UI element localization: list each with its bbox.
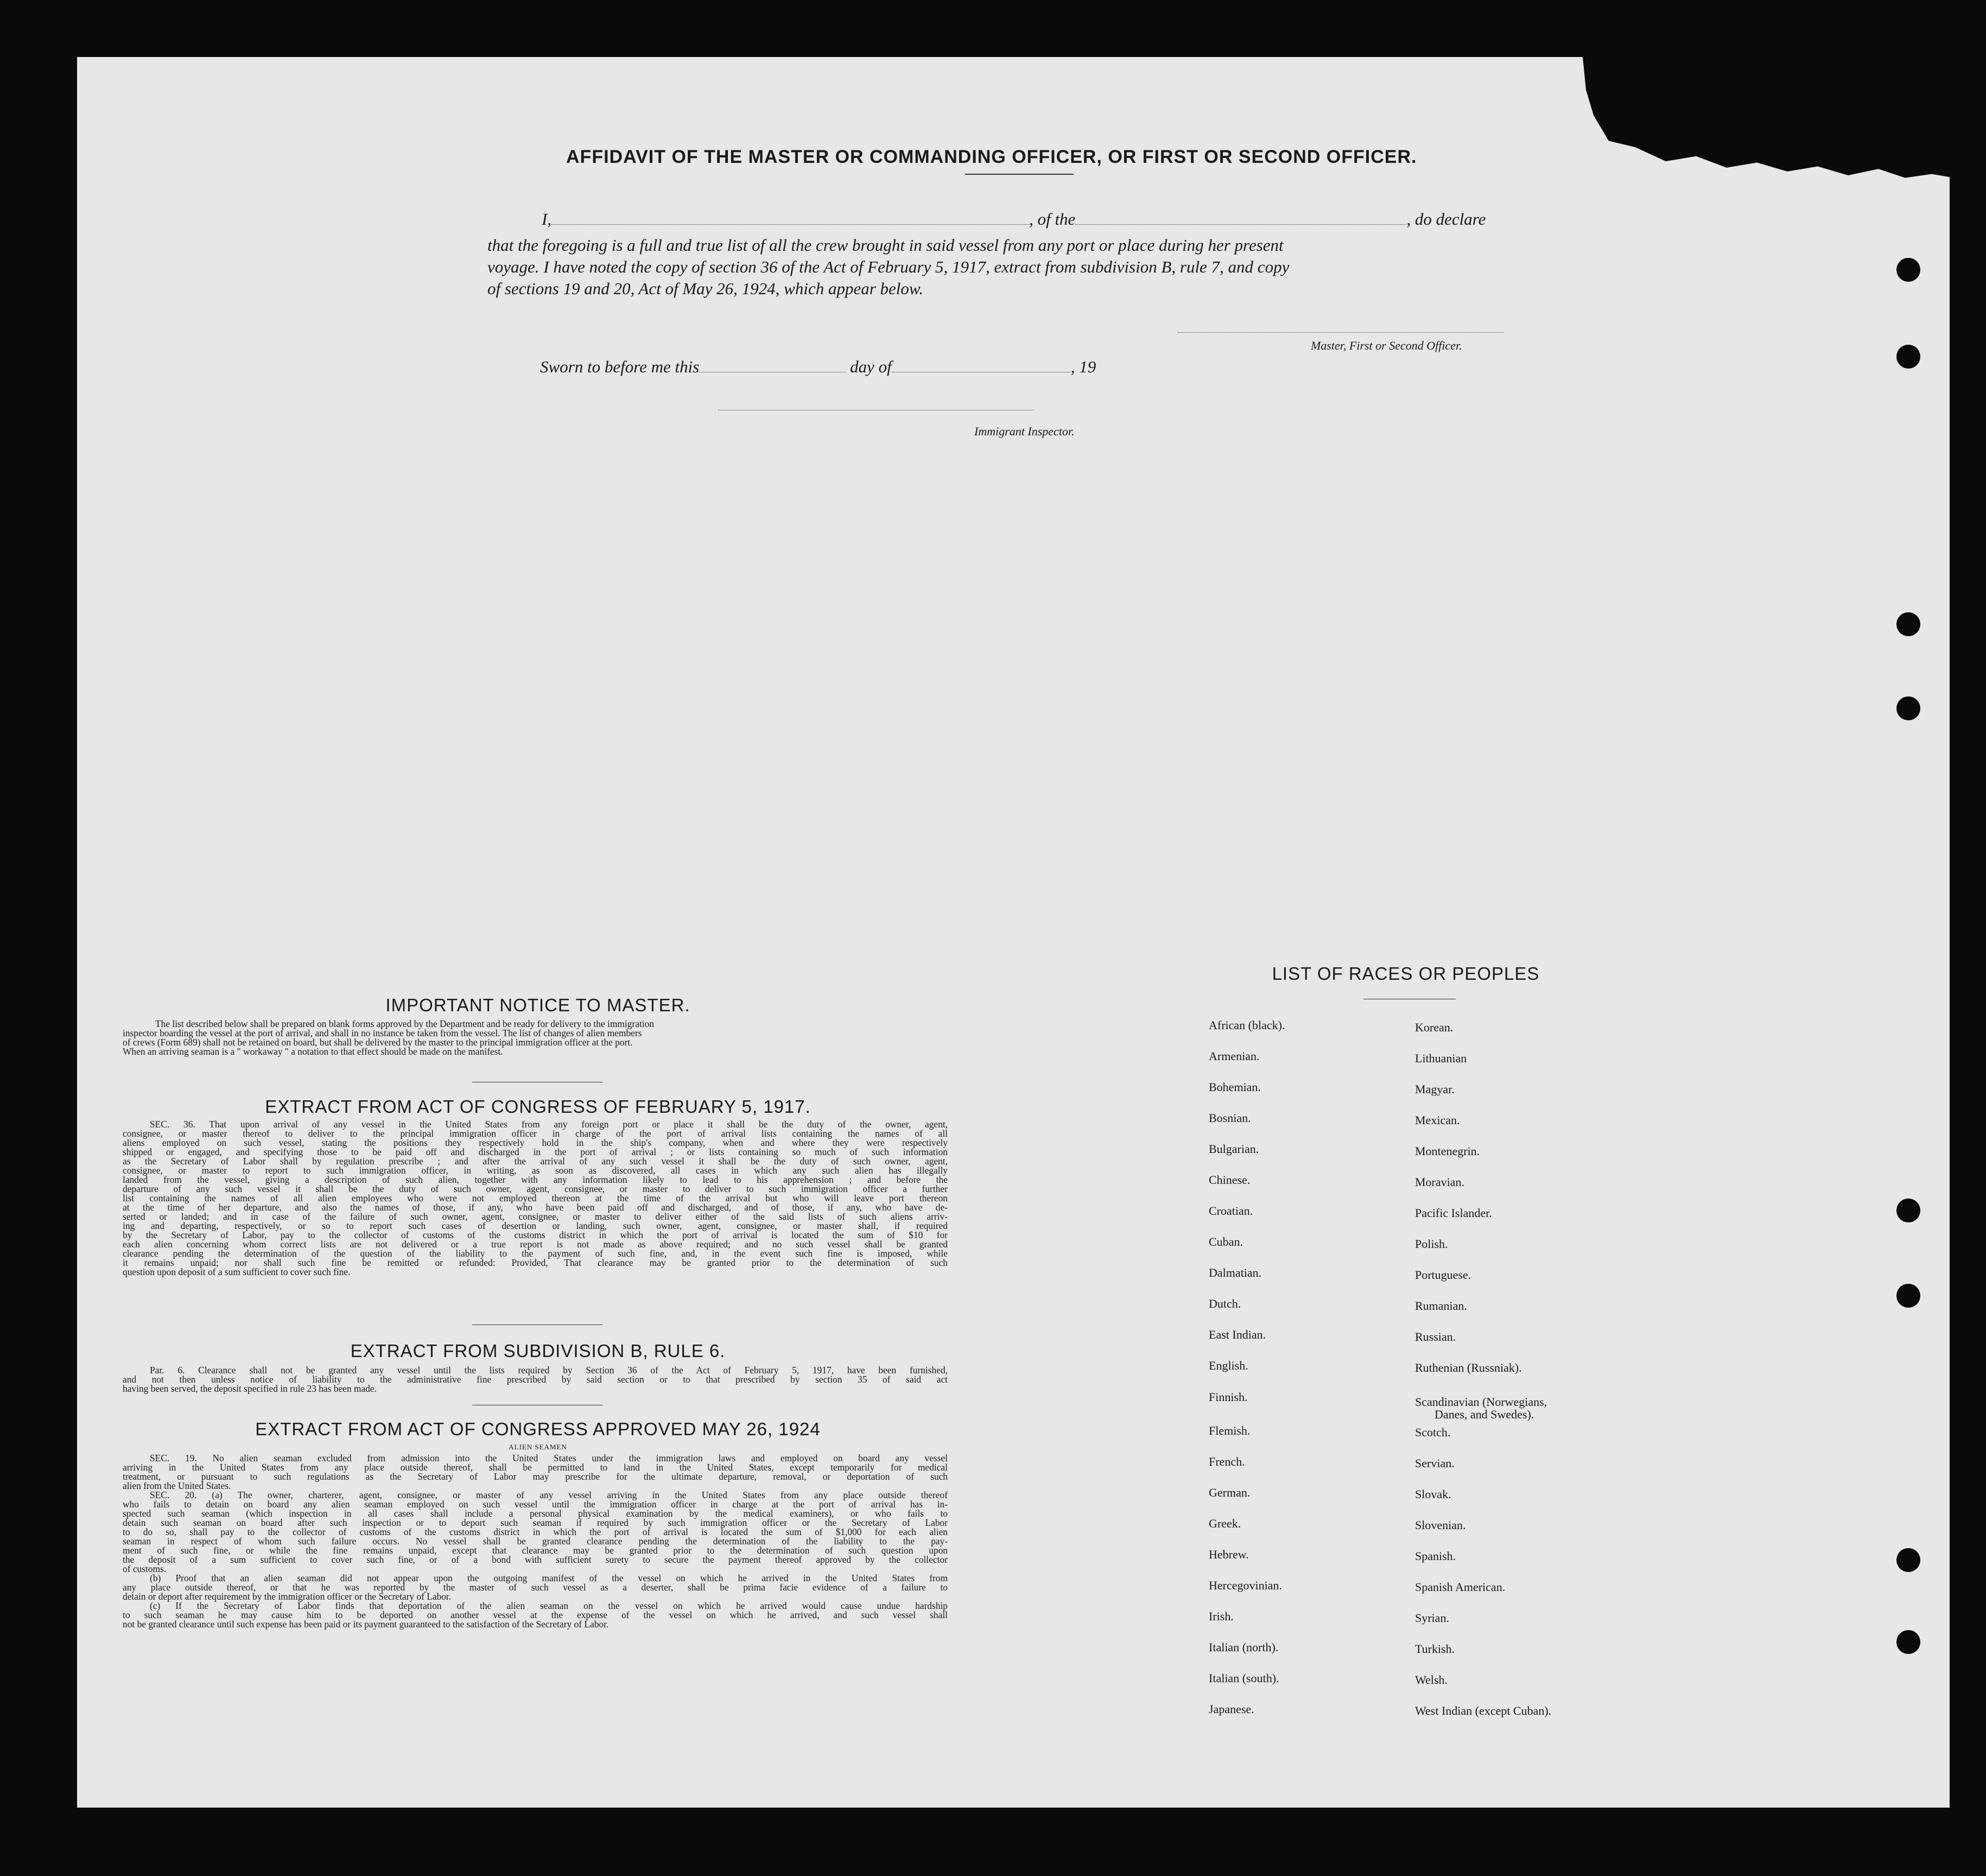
sworn-line <box>540 356 1096 377</box>
do-declare-label: , do declare <box>1406 210 1486 229</box>
race-item: Armenian. <box>1209 1049 1260 1063</box>
race-item: Italian (north). <box>1209 1640 1279 1654</box>
punch-hole <box>1896 612 1920 636</box>
punch-hole <box>1896 696 1920 720</box>
race-item: Japanese. <box>1209 1702 1254 1716</box>
race-item: Scandinavian (Norwegians, <box>1415 1395 1547 1409</box>
divider <box>472 1324 602 1325</box>
text-line: it remains unpaid; nor shall such fine be remitted or refunded: Provided, That clearance may be granted prior to the determination of such <box>123 1257 948 1268</box>
race-item: Polish. <box>1415 1237 1448 1251</box>
declaration-line: voyage. I have noted the copy of section 36 of the Act of February 5, 1917, extract from subdivision B, rule 7, and copy <box>487 257 1290 276</box>
text-line: not be granted clearance until such expense has been paid or its payment guaranteed to the satisfaction of the Secretary of Labor. <box>123 1619 609 1630</box>
text-line: (b) Proof that an alien seaman did not appear upon the outgoing manifest of the vessel on which he arrived in the United States from <box>150 1573 948 1583</box>
punch-hole <box>1896 1199 1920 1222</box>
race-item: Bohemian. <box>1209 1080 1261 1094</box>
race-item: Korean. <box>1415 1021 1454 1034</box>
notice-body <box>123 1019 948 1056</box>
race-item: German. <box>1209 1486 1251 1499</box>
text-line: as the Secretary of Labor shall by regulation prescribe ; and after the arrival of any such vessel it shall be the duty of such owner, agent, <box>123 1156 948 1167</box>
race-item: Bosnian. <box>1209 1111 1251 1125</box>
race-item: Dutch. <box>1209 1297 1241 1310</box>
day-of-label: day of <box>850 357 892 376</box>
text-line: consignee, or master thereof to deliver to the principal immigration officer in charge of the port of arrival lists containing the names of all <box>123 1128 948 1139</box>
race-item: Scotch. <box>1415 1425 1451 1439</box>
race-item: Montenegrin. <box>1415 1144 1480 1158</box>
text-line: the deposit of a sum sufficient to cover such fine, or of a bond with sufficient surety to secure the payment thereof approved by the collector <box>123 1554 948 1565</box>
race-item: Greek. <box>1209 1517 1241 1530</box>
race-item: East Indian. <box>1209 1328 1266 1341</box>
race-item: French. <box>1209 1455 1245 1468</box>
race-item: Flemish. <box>1209 1424 1251 1437</box>
text-line: to do so, shall pay to the collector of customs of the customs district in which the port of arrival is located the sum of $1,000 for each alien <box>123 1526 948 1537</box>
text-line: detain such seaman on board after such inspection or to deport such seaman if required by such immigration officer or the Secretary of Labor <box>123 1517 948 1528</box>
declaration-blanks-line <box>542 208 1546 230</box>
text-line: spected such seaman (which inspection in all cases shall include a personal physical examination by the medical examiners), or who fails to <box>123 1508 948 1519</box>
notice-line: When an arriving seaman is a " workaway " a notation to that effect should be made on the manifest. <box>123 1046 503 1057</box>
master-signature-label: Master, First or Second Officer. <box>1311 339 1462 352</box>
notice-line: The list described below shall be prepared on blank forms approved by the Department and be ready for delivery to the immigration <box>155 1018 654 1029</box>
text-line: and not then unless notice of liability to the administrative fine prescribed by said section or to that prescribed by section 35 of said act <box>123 1374 948 1385</box>
text-line: SEC. 20. (a) The owner, charterer, agent, consignee, or master of any vessel arriving in the United States from any place outside thereof <box>150 1490 948 1500</box>
race-item: Chinese. <box>1209 1173 1251 1187</box>
divider <box>965 174 1074 175</box>
text-line: serted or landed; and in case of the failure of such owner, agent, consignee, or master to deliver either of the said lists of such aliens arriv- <box>123 1211 948 1222</box>
alien-seamen-subtitle: ALIEN SEAMEN <box>509 1443 567 1451</box>
extract-1917-title: EXTRACT FROM ACT OF CONGRESS OF FEBRUARY 5, 1917. <box>265 1097 811 1117</box>
race-item: Turkish. <box>1415 1642 1455 1656</box>
race-item: Moravian. <box>1415 1175 1465 1189</box>
master-name-field[interactable] <box>551 224 1029 225</box>
race-item: Mexican. <box>1415 1113 1460 1127</box>
text-line: aliens employed on such vessel, stating the positions they respectively hold in the ship's company, when and where they were respectively <box>123 1137 948 1148</box>
text-line: arriving in the United States from any place outside thereof, shall be permitted to land in the United States, except temporarily for medical <box>123 1462 948 1473</box>
race-item: Italian (south). <box>1209 1671 1279 1685</box>
extract-1917-body <box>123 1120 948 1277</box>
extract-rule6-body <box>123 1366 948 1393</box>
text-line: landed from the vessel, giving a description of such alien, together with any information likely to lead to his apprehension ; and before the <box>123 1174 948 1185</box>
i-label: I, <box>542 210 552 229</box>
race-item: Welsh. <box>1415 1673 1448 1687</box>
text-line: by the Secretary of Labor, pay to the collector of customs of the customs district in which the port of arrival is located the sum of $10 for <box>123 1229 948 1240</box>
text-line: clearance pending the determination of the question of the liability to the payment of such fine, and, in the event such fine is imposed, while <box>123 1248 948 1259</box>
race-item: Rumanian. <box>1415 1299 1467 1313</box>
text-line: to such seaman he may cause him to be deported on another vessel at the expense of the vessel on which he arrived, and such vessel shall <box>123 1609 948 1620</box>
text-line: departure of any such vessel it shall be the duty of such owner, agent, consignee, or master to deliver to such immigration officer a further <box>123 1183 948 1194</box>
race-item: Lithuanian <box>1415 1051 1467 1065</box>
races-title: LIST OF RACES OR PEOPLES <box>1272 964 1540 984</box>
extract-rule6-title: EXTRACT FROM SUBDIVISION B, RULE 6. <box>350 1341 726 1361</box>
punch-hole <box>1896 1284 1920 1308</box>
sworn-label: Sworn to before me this <box>540 357 700 376</box>
race-item: West Indian (except Cuban). <box>1415 1704 1552 1717</box>
notice-line: inspector boarding the vessel at the port of arrival, and shall in no instance be taken from the vessel. The list of changes of alien members <box>123 1028 642 1038</box>
text-line: shipped or engaged, and specifying those to be paid off and discharged in the port of arrival ; or lists containing so much of such information <box>123 1146 948 1157</box>
extract-1924-title: EXTRACT FROM ACT OF CONGRESS APPROVED MAY 26, 1924 <box>255 1419 821 1439</box>
text-line: any place outside thereof, or that he was reported by the master of such vessel as a deserter, shall be prima facie evidence of a failure to <box>123 1582 948 1593</box>
notice-title: IMPORTANT NOTICE TO MASTER. <box>385 995 690 1015</box>
inspector-signature-label: Immigrant Inspector. <box>974 424 1075 438</box>
sworn-day-field[interactable] <box>699 371 846 372</box>
race-item: Servian. <box>1415 1456 1455 1470</box>
text-line: list containing the names of all alien employees who were not employed thereon at the time of the arrival but who will leave port thereon <box>123 1193 948 1203</box>
race-item: Croatian. <box>1209 1204 1253 1218</box>
of-the-label: , of the <box>1029 210 1076 229</box>
extract-1924-body <box>123 1454 948 1629</box>
race-item: Pacific Islander. <box>1415 1206 1492 1220</box>
race-item: Slovenian. <box>1415 1518 1466 1532</box>
text-line: detain or deport after requirement by the immigration officer or the Secretary of Labor. <box>123 1591 452 1602</box>
declaration-line: of sections 19 and 20, Act of May 26, 1924, which appear below. <box>487 279 924 298</box>
text-line: consignee, or master to report to such immigration officer, in writing, as soon as discovered, all cases in which any such alien has illegally <box>123 1165 948 1176</box>
race-item: Dalmatian. <box>1209 1266 1262 1279</box>
notice-line: of crews (Form 689) shall not be retained on board, but shall be delivered by the master to the principal immigration officer at the port. <box>123 1037 633 1048</box>
vessel-name-field[interactable] <box>1075 224 1406 225</box>
text-line: having been served, the deposit specified in rule 23 has been made. <box>123 1383 377 1394</box>
text-line: (c) If the Secretary of Labor finds that deportation of the alien seaman on the vessel on which he arrived would cause undue hardship <box>150 1600 948 1611</box>
race-item: Russian. <box>1415 1330 1456 1343</box>
punch-hole <box>1896 1548 1920 1572</box>
race-item: Spanish. <box>1415 1549 1456 1563</box>
race-item: Hebrew. <box>1209 1548 1249 1561</box>
master-signature-line[interactable] <box>1178 332 1503 333</box>
text-line: ment of such fine, or while the fine remains unpaid, except that clearance may be granted prior to the determination of such question upon <box>123 1545 948 1556</box>
punch-hole <box>1896 258 1920 282</box>
text-line: Par. 6. Clearance shall not be granted any vessel until the lists required by Section 36 of the Act of February 5, 1917, have been furnished, <box>150 1365 948 1376</box>
race-item: Syrian. <box>1415 1611 1449 1625</box>
race-item: Magyar. <box>1415 1082 1455 1096</box>
text-line: SEC. 19. No alien seaman excluded from admission into the United States under the immigration laws and employed on board any vessel <box>150 1453 948 1463</box>
text-line: seaman in respect of whom such failure occurs. No vessel shall be granted clearance pending the determination of the liability to the pay- <box>123 1536 948 1547</box>
text-line: SEC. 36. That upon arrival of any vessel in the United States from any foreign port or place it shall be the duty of the owner, agent, <box>150 1119 948 1130</box>
text-line: question upon deposit of a sum sufficient to cover such fine. <box>123 1266 351 1277</box>
text-line: at the time of her departure, and also the names of those, if any, who have been paid off and discharged, and of those, if any, who have de- <box>123 1202 948 1213</box>
punch-hole <box>1896 1630 1920 1654</box>
race-item: Slovak. <box>1415 1487 1451 1501</box>
text-line: treatment, or pursuant to such regulations as the Secretary of Labor may prescribe for the ultimate departure, removal, or deportation of such <box>123 1471 948 1482</box>
text-line: of customs. <box>123 1563 167 1574</box>
race-item: English. <box>1209 1359 1248 1372</box>
race-item: Spanish American. <box>1415 1580 1506 1594</box>
year-label: , 19 <box>1070 357 1096 376</box>
race-item: Ruthenian (Russniak). <box>1415 1361 1522 1374</box>
race-item: Irish. <box>1209 1609 1234 1623</box>
text-line: who fails to detain on board any alien seaman employed on such vessel until the immigration officer in charge at the port of arrival has in- <box>123 1499 948 1510</box>
text-line: alien from the United States. <box>123 1480 231 1491</box>
race-item: Portuguese. <box>1415 1268 1471 1282</box>
sworn-month-field[interactable] <box>892 371 1071 372</box>
text-line: ing and departing, respectively, or so to report such cases of desertion or landing, such owner, agent, consignee, or master shall, if required <box>123 1220 948 1231</box>
race-item: Cuban. <box>1209 1235 1243 1248</box>
text-line: each alien concerning whom correct lists are not delivered or a true report is not made as above required; and no such vessel shall be granted <box>123 1239 948 1250</box>
race-item: Bulgarian. <box>1209 1142 1259 1156</box>
affidavit-title: AFFIDAVIT OF THE MASTER OR COMMANDING OFFICER, OR FIRST OR SECOND OFFICER. <box>566 147 1417 167</box>
race-item: African (black). <box>1209 1018 1285 1032</box>
race-item: Finnish. <box>1209 1390 1248 1404</box>
declaration-line: that the foregoing is a full and true list of all the crew brought in said vessel from any port or place during her present <box>487 236 1284 255</box>
punch-hole <box>1896 345 1920 369</box>
race-item: Danes, and Swedes). <box>1435 1408 1534 1421</box>
race-item: Hercegovinian. <box>1209 1579 1282 1592</box>
